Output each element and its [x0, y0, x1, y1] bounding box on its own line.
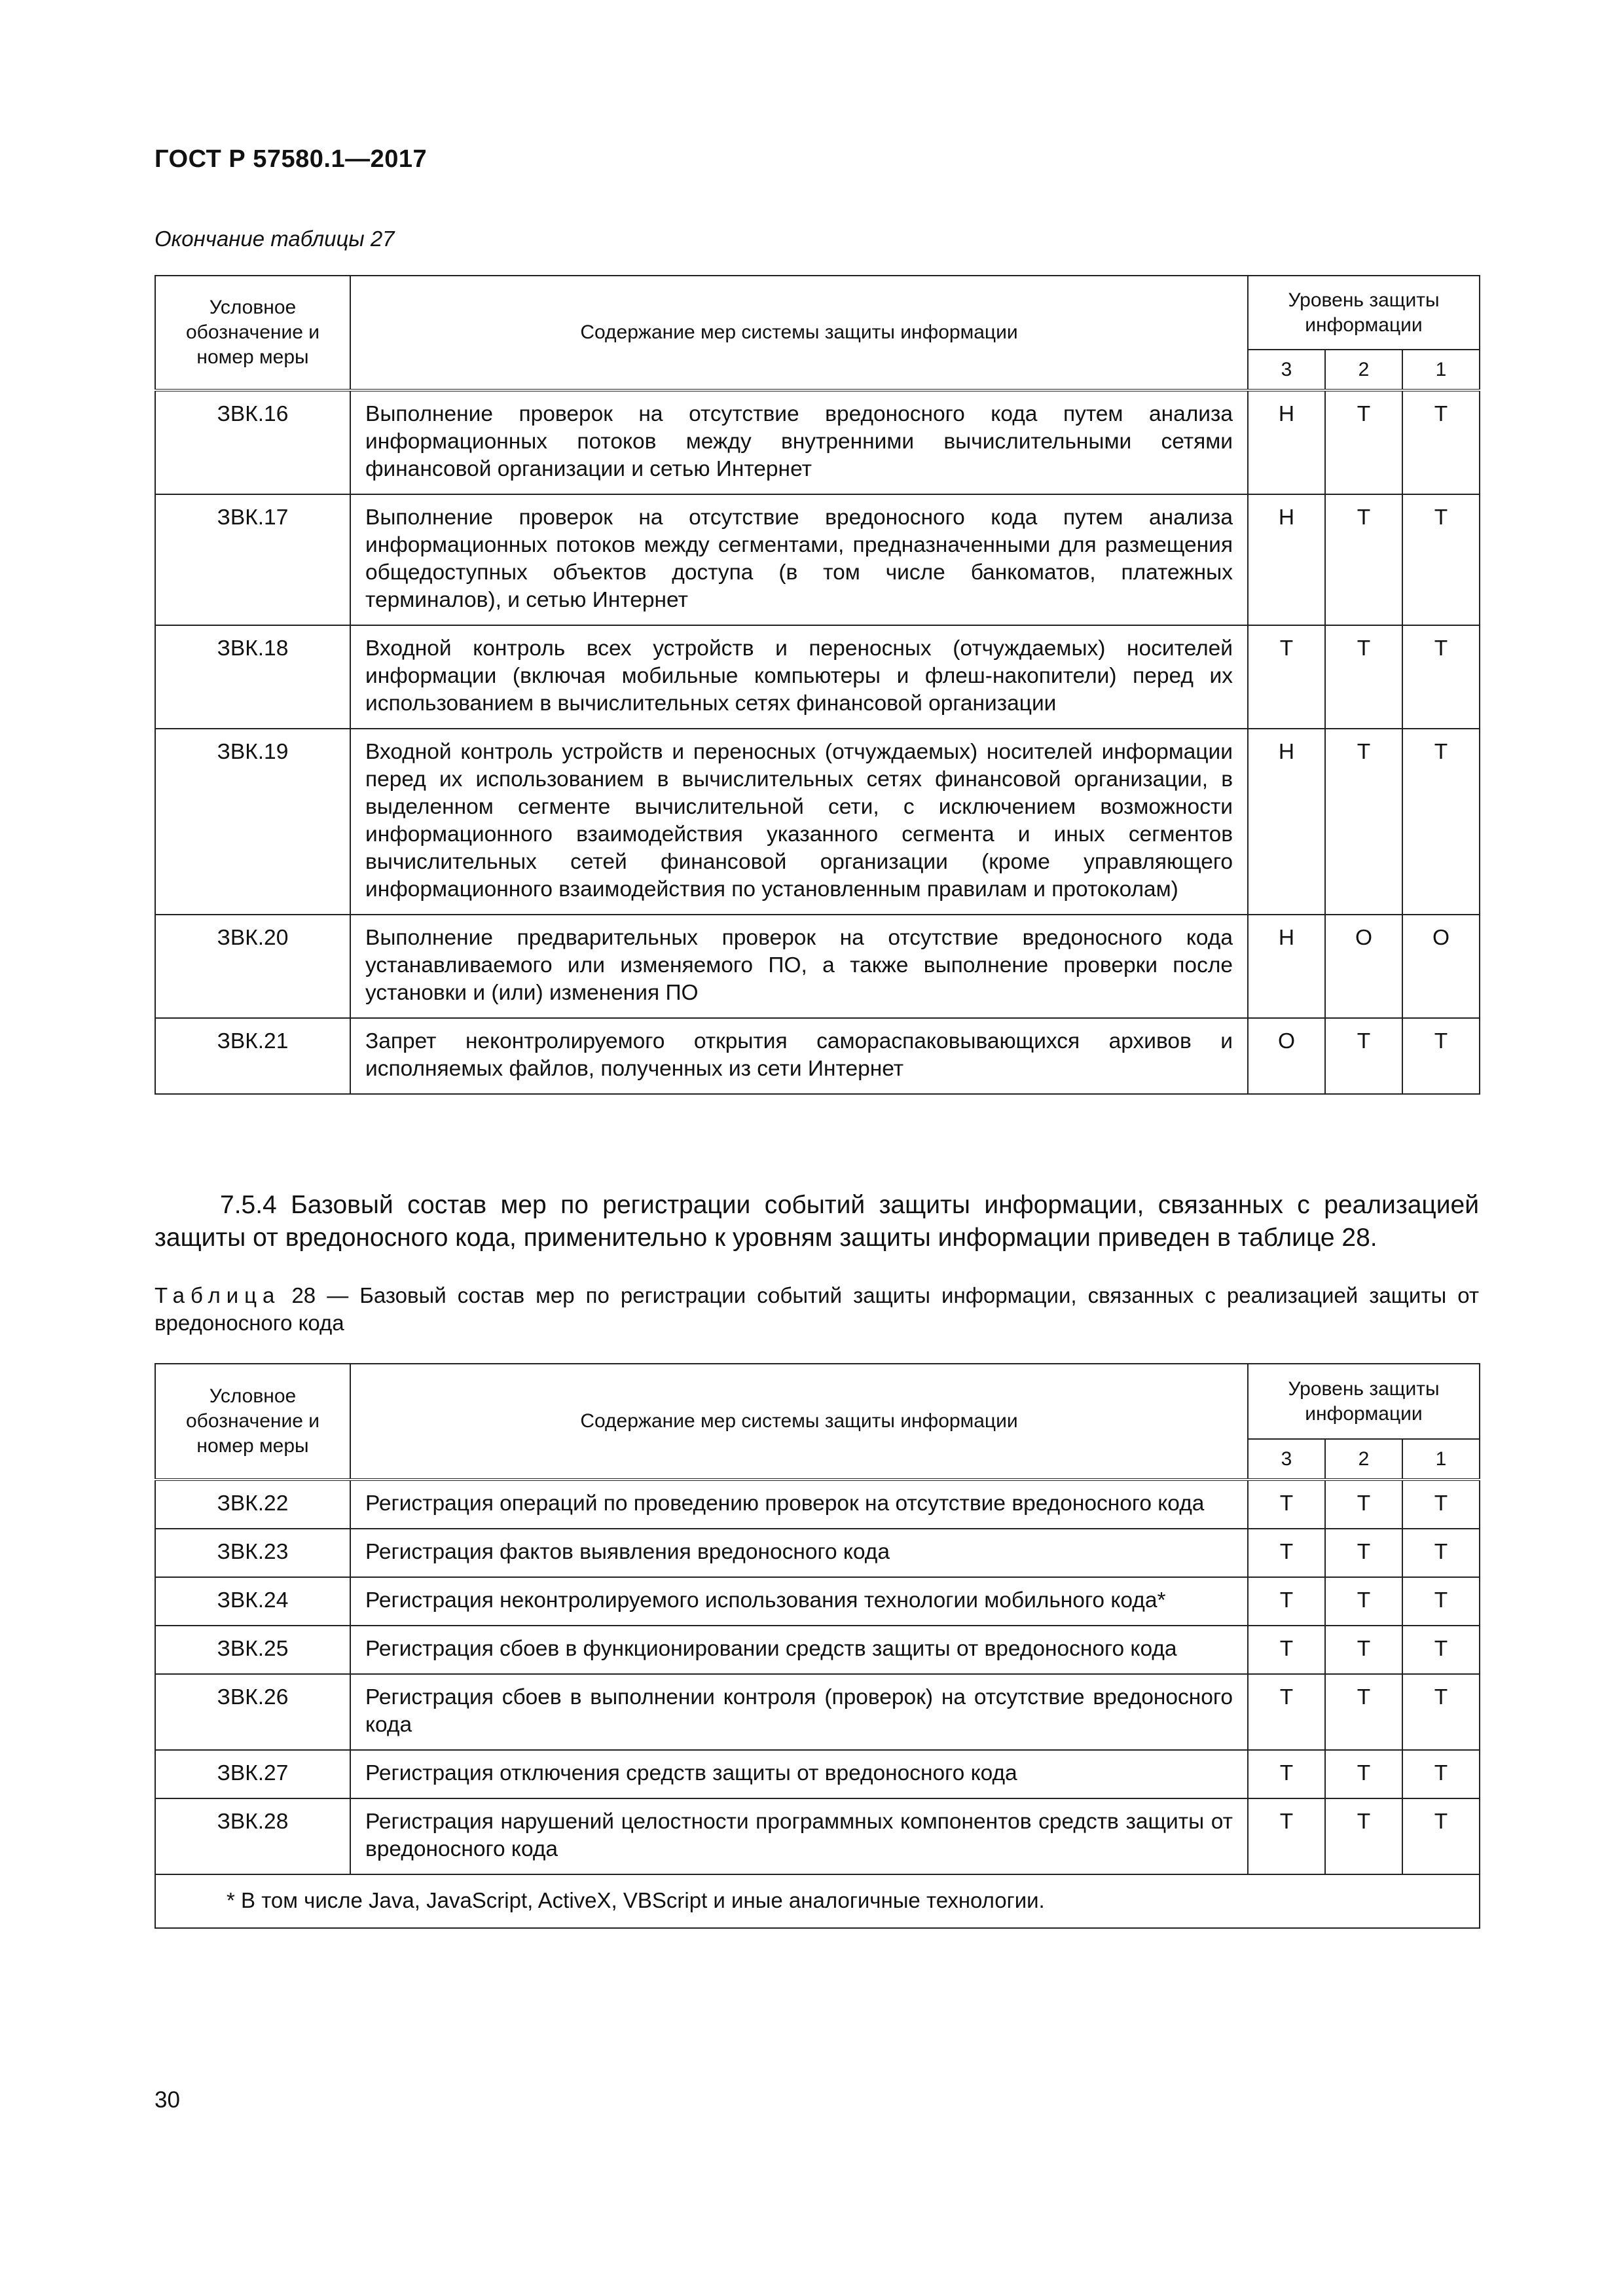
table-row — [155, 625, 1480, 729]
level-3-value: Т — [1248, 1750, 1325, 1798]
level-3-value: Т — [1248, 1798, 1325, 1874]
measure-code: ЗВК.20 — [155, 915, 350, 1018]
table-27 — [155, 275, 1480, 1095]
measure-code: ЗВК.23 — [155, 1529, 350, 1577]
table-row — [155, 1018, 1480, 1094]
level-3-value: Т — [1248, 625, 1325, 729]
measure-text: Выполнение предварительных проверок на отсутствие вредоносного кода устанавливаемого или изменяемого ПО, а также выполнение проверки после установки и (или) изменения ПО — [350, 915, 1248, 1018]
level-2-value: Т — [1325, 625, 1402, 729]
measure-text: Регистрация сбоев в выполнении контроля (проверок) на отсутствие вредоносного кода — [350, 1674, 1248, 1750]
level-1-value: Т — [1402, 1750, 1480, 1798]
page-number: 30 — [155, 2087, 180, 2113]
measure-text: Регистрация отключения средств защиты от вредоносного кода — [350, 1750, 1248, 1798]
level-3-value: Т — [1248, 1626, 1325, 1674]
table-footnote: * В том числе Java, JavaScript, ActiveX, VBScript и иные аналогичные технологии. — [155, 1874, 1480, 1928]
level-3-value: Т — [1248, 1480, 1325, 1529]
level-header-1: 1 — [1402, 1439, 1480, 1480]
measure-code: ЗВК.25 — [155, 1626, 350, 1674]
level-3-value: Т — [1248, 1529, 1325, 1577]
level-1-value: Т — [1402, 390, 1480, 494]
measure-text: Регистрация фактов выявления вредоносного кода — [350, 1529, 1248, 1577]
table-footnote-row — [155, 1874, 1480, 1928]
level-2-value: Т — [1325, 1626, 1402, 1674]
measure-text: Регистрация неконтролируемого использования технологии мобильного кода* — [350, 1577, 1248, 1626]
table-row — [155, 1529, 1480, 1577]
measure-code: ЗВК.18 — [155, 625, 350, 729]
level-1-value: Т — [1402, 494, 1480, 625]
measure-text: Запрет неконтролируемого открытия самораспаковывающихся архивов и исполняемых файлов, полученных из сети Интернет — [350, 1018, 1248, 1094]
level-3-value: Н — [1248, 729, 1325, 915]
level-3-value: Н — [1248, 390, 1325, 494]
table-row — [155, 390, 1480, 494]
level-header-3: 3 — [1248, 1439, 1325, 1480]
column-header-level: Уровень защиты информации — [1248, 1364, 1480, 1439]
level-2-value: Т — [1325, 1798, 1402, 1874]
level-2-value: Т — [1325, 1018, 1402, 1094]
level-2-value: Т — [1325, 1577, 1402, 1626]
measure-code: ЗВК.28 — [155, 1798, 350, 1874]
table-row — [155, 1674, 1480, 1750]
paragraph-7-5-4: 7.5.4 Базовый состав мер по регистрации событий защиты информации, связанных с реализацией защиты от вредоносного кода, применительно к уровням защиты информации приведен в таблице 28. — [155, 1191, 1479, 1252]
table-row — [155, 1798, 1480, 1874]
level-2-value: О — [1325, 915, 1402, 1018]
measure-code: ЗВК.26 — [155, 1674, 350, 1750]
column-header-content: Содержание мер системы защиты информации — [350, 276, 1248, 390]
table-28 — [155, 1363, 1480, 1929]
level-2-value: Т — [1325, 729, 1402, 915]
measure-text: Регистрация операций по проведению проверок на отсутствие вредоносного кода — [350, 1480, 1248, 1529]
document-header: ГОСТ Р 57580.1—2017 — [155, 145, 428, 173]
column-header-code: Условное обозначение и номер меры — [155, 276, 350, 390]
level-1-value: Т — [1402, 625, 1480, 729]
table-27-caption: Окончание таблицы 27 — [155, 227, 395, 251]
level-2-value: Т — [1325, 494, 1402, 625]
level-1-value: Т — [1402, 1674, 1480, 1750]
level-1-value: Т — [1402, 729, 1480, 915]
level-2-value: Т — [1325, 1750, 1402, 1798]
measure-code: ЗВК.19 — [155, 729, 350, 915]
column-header-content: Содержание мер системы защиты информации — [350, 1364, 1248, 1480]
column-header-level: Уровень защиты информации — [1248, 276, 1480, 350]
table-28-caption-text: 28 — Базовый состав мер по регистрации событий защиты информации, связанных с реализацией защиты от вредоносного кода — [155, 1283, 1479, 1335]
measure-code: ЗВК.21 — [155, 1018, 350, 1094]
table-row — [155, 915, 1480, 1018]
level-1-value: Т — [1402, 1577, 1480, 1626]
measure-code: ЗВК.22 — [155, 1480, 350, 1529]
measure-text: Выполнение проверок на отсутствие вредоносного кода путем анализа информационных потоков между сегментами, предназначенными для размещения общедоступных объектов доступа (в том числе банкоматов, платежных терминалов), и сетью Интернет — [350, 494, 1248, 625]
measure-text: Регистрация нарушений целостности программных компонентов средств защиты от вредоносного кода — [350, 1798, 1248, 1874]
table-28-caption — [155, 1282, 1479, 1337]
level-3-value: Т — [1248, 1577, 1325, 1626]
table-row — [155, 1750, 1480, 1798]
level-2-value: Т — [1325, 1674, 1402, 1750]
table-row — [155, 494, 1480, 625]
measure-code: ЗВК.17 — [155, 494, 350, 625]
level-1-value: Т — [1402, 1480, 1480, 1529]
measure-code: ЗВК.27 — [155, 1750, 350, 1798]
level-1-value: Т — [1402, 1626, 1480, 1674]
table-row — [155, 1577, 1480, 1626]
table-row — [155, 729, 1480, 915]
level-1-value: Т — [1402, 1018, 1480, 1094]
level-3-value: О — [1248, 1018, 1325, 1094]
measure-text: Входной контроль всех устройств и переносных (отчуждаемых) носителей информации (включая мобильные компьютеры и флеш-накопители) перед их использованием в вычислительных сетях финансовой организации — [350, 625, 1248, 729]
level-1-value: Т — [1402, 1529, 1480, 1577]
level-header-1: 1 — [1402, 350, 1480, 390]
level-3-value: Н — [1248, 494, 1325, 625]
measure-text: Выполнение проверок на отсутствие вредоносного кода путем анализа информационных потоков между внутренними вычислительными сетями финансовой организации и сетью Интернет — [350, 390, 1248, 494]
table-row — [155, 1480, 1480, 1529]
level-1-value: Т — [1402, 1798, 1480, 1874]
table-28-caption-word: Таблица — [155, 1283, 281, 1307]
level-header-2: 2 — [1325, 1439, 1402, 1480]
level-2-value: Т — [1325, 1529, 1402, 1577]
measure-text: Регистрация сбоев в функционировании средств защиты от вредоносного кода — [350, 1626, 1248, 1674]
level-header-2: 2 — [1325, 350, 1402, 390]
level-2-value: Т — [1325, 1480, 1402, 1529]
level-header-3: 3 — [1248, 350, 1325, 390]
level-2-value: Т — [1325, 390, 1402, 494]
level-3-value: Т — [1248, 1674, 1325, 1750]
table-row — [155, 1626, 1480, 1674]
measure-code: ЗВК.16 — [155, 390, 350, 494]
column-header-code: Условное обозначение и номер меры — [155, 1364, 350, 1480]
measure-code: ЗВК.24 — [155, 1577, 350, 1626]
level-3-value: Н — [1248, 915, 1325, 1018]
level-1-value: О — [1402, 915, 1480, 1018]
measure-text: Входной контроль устройств и переносных (отчуждаемых) носителей информации перед их использованием в вычислительных сетях финансовой организации, в выделенном сегменте вычислительной сети, с исключением возможности информационного взаимодействия указанного сегмента и иных сегментов вычислительных сетей финансовой организации (кроме управляющего информационного взаимодействия по установленным правилам и протоколам) — [350, 729, 1248, 915]
